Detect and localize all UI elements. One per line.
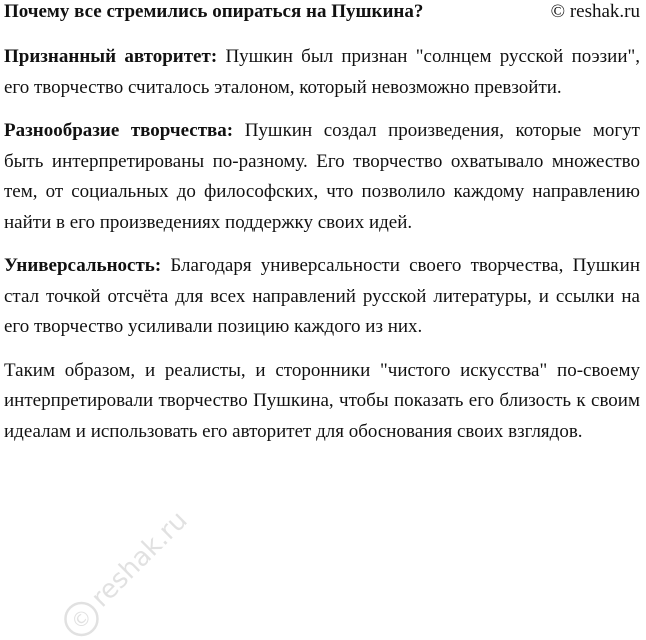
paragraph-conclusion: Таким образом, и реалисты, и сторонники "чистого искусства" по-своему интерпретировали творчество Пушкина, чтобы показать его близость к своим идеалам и использовать его авторитет для обоснования своих взглядов.	[4, 359, 640, 442]
text-authority: Пушкин был признан "солнцем русской поэзии", его творчество считалось эталоном, который невозможно превзойти.	[4, 46, 640, 98]
term-diversity: Разнообразие творчества:	[4, 120, 234, 141]
watermark-c-glyph: ©	[65, 603, 98, 635]
paragraph-universality	[4, 251, 640, 343]
paragraph-authority	[4, 42, 640, 103]
term-universality: Универсальность:	[4, 255, 162, 276]
answer-body	[4, 42, 640, 460]
text-universality: Благодаря универсальности своего творчества, Пушкин стал точкой отсчёта для всех направлений русской литературы, и ссылки на его творчество усиливали позицию каждого из них.	[4, 255, 640, 337]
text-diversity: Пушкин создал произведения, которые могут быть интерпретированы по-разному. Его творчество охватывало множество тем, от социальных до философских, что позволило каждому направлению найти в его произведениях поддержку своих идей.	[4, 120, 640, 233]
watermark-text: reshak.ru	[85, 505, 194, 614]
term-authority: Признанный авторитет:	[4, 46, 218, 67]
paragraph-diversity	[4, 116, 640, 238]
copyright-label: © reshak.ru	[550, 1, 640, 22]
question-title: Почему все стремились опираться на Пушкина?	[4, 1, 424, 22]
watermark-logo	[10, 505, 194, 638]
header	[4, 0, 640, 24]
